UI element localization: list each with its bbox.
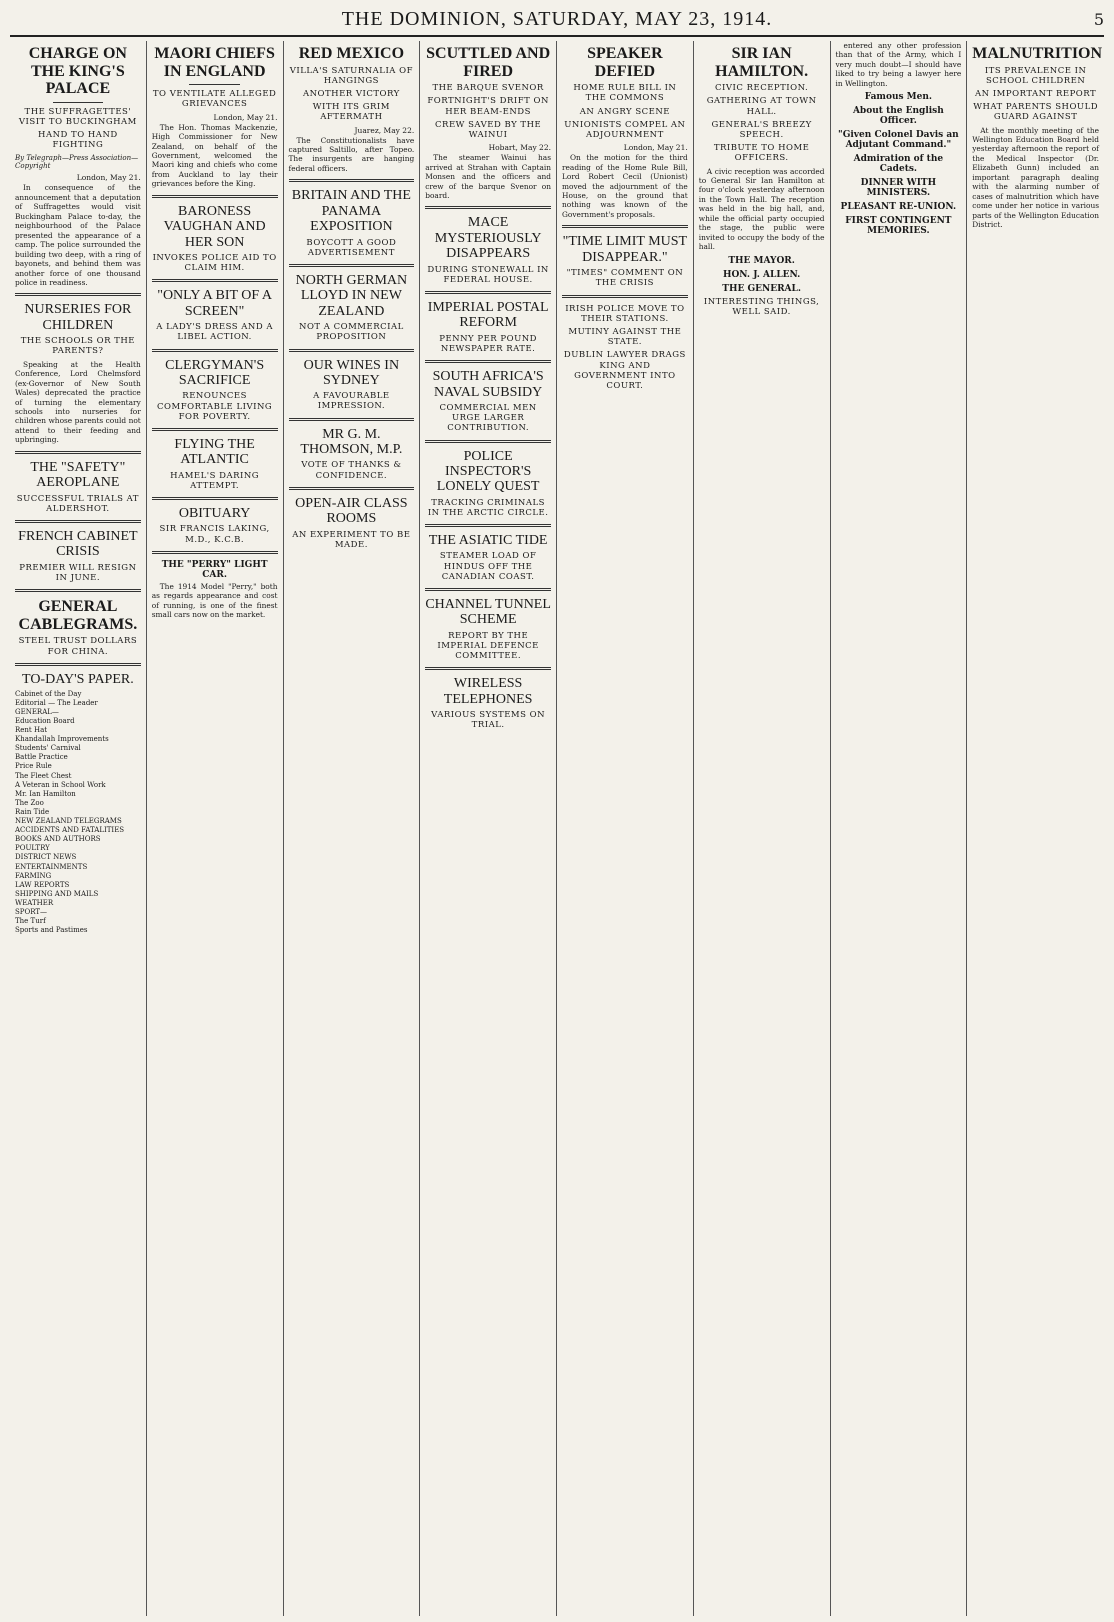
article-text: The steamer Wainui has arrived at Strahan with Captain Monsen and the officers and crew of the barque Svenor on board. [425,153,551,200]
headline: GENERAL CABLEGRAMS. [18,598,138,633]
subhead: GATHERING AT TOWN HALL. [706,96,817,117]
subhead: THE SUFFRAGETTES' VISIT TO BUCKINGHAM [18,106,137,127]
subhead: SUCCESSFUL TRIALS AT ALDERSHOT. [16,493,139,514]
contents-item [15,881,141,890]
contents-item [15,817,141,826]
subhead: IRISH POLICE MOVE TO THEIR STATIONS. [565,303,685,324]
contents-item [15,762,141,771]
column-7 [831,41,968,1616]
contents-item-label: Rain Tide [15,807,50,816]
article-text: A civic reception was accorded to General Sir Ian Hamilton at four o'clock yesterday afternoon in the Town Hall. The reception was held in the big hall, and, while the official party occupied the stage, the public were invited to occupy the body of the hall. [698,166,825,252]
subhead: INVOKES POLICE AID TO CLAIM HIM. [152,253,277,274]
subhead: FORTNIGHT'S DRIFT ON HER BEAM-ENDS [427,96,549,117]
subhead: DUBLIN LAWYER DRAGS KING AND GOVERNMENT INTO COURT. [563,350,686,391]
contents-item-label: FARMING [15,871,52,880]
article-text: The Constitutionalists have captured Saltillo, after Topeo. The insurgents are hanging federal officers. [288,135,415,173]
subhead: AN IMPORTANT REPORT [975,88,1097,99]
contents-item-label: Price Rule [15,762,52,771]
headline: SPEAKER DEFIED [587,45,663,80]
subhead: A LADY'S DRESS AND A LIBEL ACTION. [156,322,273,343]
contents-item-label: Battle Practice [15,753,68,762]
contents-item-label: DISTRICT NEWS [15,853,77,862]
subhead: STEAMER LOAD OF HINDUS OFF THE CANADIAN COAST. [439,551,537,582]
subhead: PREMIER WILL RESIGN IN JUNE. [19,562,137,583]
headline: "TIME LIMIT MUST DISAPPEAR." [562,234,688,265]
contents-item [15,790,141,799]
contents-item-label: The Zoo [15,798,44,807]
headline: MALNUTRITION [972,45,1103,62]
headline: FLYING THE ATLANTIC [174,436,255,468]
contents-item [15,917,141,926]
article-text: entered any other profession than that of the Army, which I very much doubt—I should have liked to try being a lawyer here in Wellington. [835,41,962,88]
article-text: At the monthly meeting of the Wellington Education Board held yesterday afternoon the report of the Medical Inspector (Dr. Elizabeth Gunn) included an important paragraph dealing with the alarming number of cases of malnutrition which have come under her notice in various parts of the Wellington Education District. [972,125,1099,230]
subhead: RENOUNCES COMFORTABLE LIVING FOR POVERTY. [157,391,273,422]
contents-item-label: GENERAL— [15,707,59,716]
contents-item-label: Education Board [15,717,75,725]
column-3 [284,41,421,1616]
section-heading: HON. J. ALLEN. [722,269,801,280]
contents-item [15,690,141,699]
section-heading: FIRST CONTINGENT MEMORIES. [845,216,952,237]
contents-item-label: Khandallah Improvements [15,735,109,744]
headline: SOUTH AFRICA'S NAVAL SUBSIDY [432,369,544,400]
column-8 [967,41,1104,1616]
contents-item [15,908,141,917]
article-text: Speaking at the Health Conference, Lord Chelmsford (ex-Governor of New South Wales) deprecated the practice of turning the elementary schools into nurseries for children whose parents could not attend to their feeding and upbringing. [15,359,141,445]
subhead: HOME RULE BILL IN THE COMMONS [573,83,677,104]
headline: OBITUARY [178,506,251,522]
subhead: CIVIC RECEPTION. [715,83,809,94]
headline: IMPERIAL POSTAL REFORM [427,300,549,331]
subhead: MUTINY AGAINST THE STATE. [568,326,682,348]
subhead: WITH ITS GRIM AFTERMATH [312,102,390,123]
subhead: TO VENTILATE ALLEGED GRIEVANCES [152,89,277,110]
contents-item-label: The Fleet Chest [15,771,72,780]
contents-title: TO-DAY'S PAPER. [22,671,134,687]
subhead: HAMEL'S DARING ATTEMPT. [170,470,260,491]
contents-item-label: Mr. Ian Hamilton [15,789,76,798]
article-text: The 1914 Model "Perry," both as regards appearance and cost of running, is one of the finest small cars now on the market. [151,581,278,620]
dateline: London, May 21. [76,173,141,183]
contents-item [15,744,141,753]
headline: THE "SAFETY" AEROPLANE [30,459,126,491]
headline: MAORI CHIEFS IN ENGLAND [154,45,275,80]
article-text: On the motion for the third reading of the Home Rule Bill, Lord Robert Cecil (Unionist) moved the adjournment of the House, on the ground that nothing was known of the Government's proposals. [562,153,688,219]
headline: OPEN-AIR CLASS ROOMS [295,495,408,527]
subhead: SIR FRANCIS LAKING, M.D., K.C.B. [159,524,270,545]
subhead: A FAVOURABLE IMPRESSION. [313,391,390,412]
contents-list [15,690,141,936]
headline: MR G. M. THOMSON, M.P. [300,426,403,458]
headline: RED MEXICO [298,45,405,62]
contents-item [15,853,141,862]
section-heading: About the English Officer. [852,106,944,127]
headline: POLICE INSPECTOR'S LONELY QUEST [436,448,540,495]
contents-item-label: LAW REPORTS [15,880,70,889]
dateline: London, May 21. [213,112,278,122]
subhead: WHAT PARENTS SHOULD GUARD AGAINST [973,102,1099,123]
headline: BRITAIN AND THE PANAMA EXPOSITION [291,188,411,235]
contents-item-label: SHIPPING AND MAILS [15,889,99,898]
subhead: COMMERCIAL MEN URGE LARGER CONTRIBUTION. [439,402,537,434]
contents-item [15,835,141,844]
section-heading: Admiration of the Cadets. [853,154,944,175]
headline: MACE MYSTERIOUSLY DISAPPEARS [434,215,542,262]
headline: CHARGE ON THE KING'S PALACE [28,45,127,98]
subhead: ANOTHER VICTORY [302,88,400,99]
headline: NORTH GERMAN LLOYD IN NEW ZEALAND [295,272,408,319]
subhead: NOT A COMMERCIAL PROPOSITION [299,322,404,343]
headline: WIRELESS TELEPHONES [443,676,533,707]
byline: By Telegraph—Press Association—Copyright [15,153,139,170]
column-4 [420,41,557,1616]
contents-item [15,717,141,726]
contents-item [15,781,141,790]
contents-item-label: WEATHER [15,898,54,907]
section-heading: DINNER WITH MINISTERS. [860,178,937,199]
column-1 [10,41,147,1616]
page-number: 5 [1093,10,1104,29]
subhead: CREW SAVED BY THE WAINUI [435,119,542,140]
contents-item-label: Sports and Pastimes [15,926,88,935]
column-6 [694,41,831,1616]
contents-item [15,753,141,762]
contents-item-label: Rent Hat [15,726,48,735]
contents-item [15,826,141,835]
subhead: AN EXPERIMENT TO BE MADE. [292,529,411,550]
subhead: DURING STONEWALL IN FEDERAL HOUSE. [427,264,549,285]
contents-item-label: Editorial — The Leader [15,698,98,707]
contents-item-label: ACCIDENTS AND FATALITIES [15,826,125,835]
subhead: THE BARQUE SVENOR [432,83,544,94]
masthead [10,6,1104,37]
subhead: ITS PREVALENCE IN SCHOOL CHILDREN [984,65,1087,86]
dateline: Hobart, May 22. [488,143,551,153]
subhead: THE SCHOOLS OR THE PARENTS? [20,336,135,357]
headline: NURSERIES FOR CHILDREN [24,302,132,333]
contents-item [15,863,141,872]
contents-item-label: POULTRY [15,844,50,853]
contents-item-label: Cabinet of the Day [15,689,82,698]
headline: OUR WINES IN SYDNEY [303,357,400,388]
contents-item-label: ENTERTAINMENTS [15,862,88,871]
contents-item [15,799,141,808]
contents-item-label: NEW ZEALAND TELEGRAMS [15,817,122,826]
subhead: STEEL TRUST DOLLARS FOR CHINA. [18,636,138,657]
section-heading: PLEASANT RE-UNION. [840,202,957,213]
contents-item-label: Students' Carnival [15,744,81,753]
dateline: London, May 21. [623,143,688,153]
headline: "ONLY A BIT OF A SCREEN" [157,288,273,319]
headline: SCUTTLED AND FIRED [426,45,551,80]
columns [10,41,1104,1616]
article-text: In consequence of the announcement that a deputation of Suffragettes would visit Buckingham Palace to-day, the neighbourhood of the Palace presented the appearance of a camp. The police surrounded the building two deep, with a ring of bayonets, and behind them was another force of one thousand police in readiness. [15,183,141,287]
contents-item-label: The Turf [15,917,46,926]
subhead: VILLA'S SATURNALIA OF HANGINGS [289,65,414,86]
contents-item-label: SPORT— [15,907,48,916]
contents-item [15,890,141,899]
contents-item [15,699,141,708]
column-5 [557,41,694,1616]
contents-item [15,772,141,781]
subhead: PENNY PER POUND NEWSPAPER RATE. [439,333,537,354]
contents-item [15,926,141,935]
headline: FRENCH CABINET CRISIS [18,529,138,560]
contents-item [15,844,141,853]
subhead: REPORT BY THE IMPERIAL DEFENCE COMMITTEE. [437,630,539,662]
article-text: The Hon. Thomas Mackenzie, High Commissioner for New Zealand, on behalf of the Government, welcomed the Maori king and chiefs who come from Auckland to lay their grievances before the King. [151,122,278,189]
headline: BARONESS VAUGHAN AND HER SON [163,203,266,250]
contents-item [15,735,141,744]
section-heading: THE GENERAL. [722,283,801,294]
contents-item [15,899,141,908]
subhead: AN ANGRY SCENE [579,106,671,117]
section-heading: "Given Colonel Davis an Adjutant Command." [838,130,959,151]
section-heading: Famous Men. [864,92,933,103]
contents-item [15,872,141,881]
headline: THE "PERRY" LIGHT CAR. [161,559,268,580]
headline: THE ASIATIC TIDE [428,533,548,549]
subhead: UNIONISTS COMPEL AN ADJOURNMENT [564,119,686,140]
section-heading: THE MAYOR. [728,255,795,266]
contents-item [15,726,141,735]
contents-item-label: BOOKS AND AUTHORS [15,835,101,844]
contents-item-label: A Veteran in School Work [15,780,106,789]
headline: CLERGYMAN'S SACRIFICE [165,357,265,388]
contents-item [15,808,141,817]
subhead: TRIBUTE TO HOME OFFICERS. [713,143,810,164]
subhead: TRACKING CRIMINALS IN THE ARCTIC CIRCLE. [427,497,549,518]
headline: CHANNEL TUNNEL SCHEME [425,597,551,628]
subhead: GENERAL'S BREEZY SPEECH. [711,119,812,140]
headline: SIR IAN HAMILTON. [715,45,809,80]
contents-item [15,708,141,717]
dateline: Juarez, May 22. [354,125,415,135]
subhead: HAND TO HAND FIGHTING [38,130,118,151]
column-2 [147,41,284,1616]
subhead: INTERESTING THINGS, WELL SAID. [703,296,820,317]
subhead: VARIOUS SYSTEMS ON TRIAL. [431,710,546,731]
subhead: VOTE OF THANKS & CONFIDENCE. [301,460,402,481]
masthead-title: THE DOMINION, SATURDAY, MAY 23, 1914. [341,8,773,30]
subhead: "TIMES" COMMENT ON THE CRISIS [566,268,684,289]
subhead: BOYCOTT A GOOD ADVERTISEMENT [306,237,397,258]
